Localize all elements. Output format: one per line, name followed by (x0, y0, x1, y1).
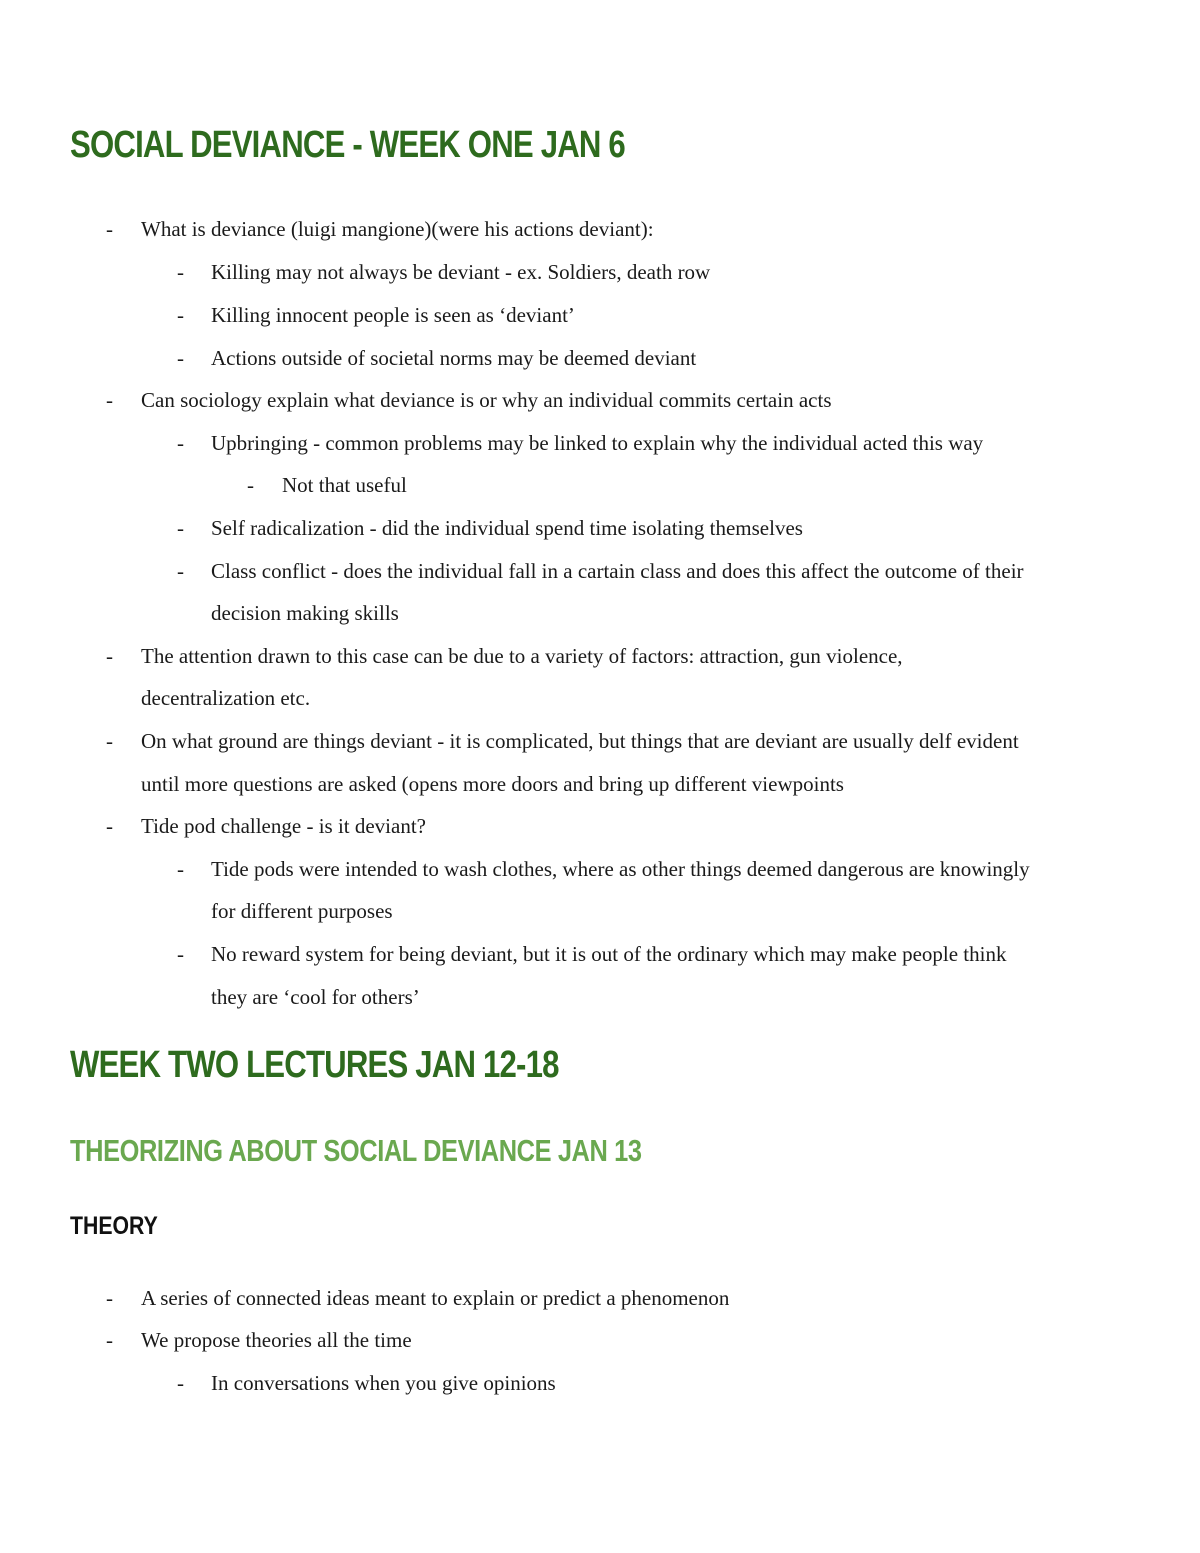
bullet-marker: - (177, 857, 184, 881)
list-item-text: Killing innocent people is seen as ‘deviant’ (211, 303, 575, 327)
bullet-marker: - (177, 942, 184, 966)
list-item-text: Not that useful (282, 473, 407, 497)
bullet-marker: - (106, 814, 113, 838)
list-item-text: We propose theories all the time (141, 1328, 412, 1352)
bullet-marker: - (177, 431, 184, 455)
theory-heading: THEORY (70, 1212, 158, 1240)
list-item-text: The attention drawn to this case can be due to a variety of factors: attraction, gun violence, (141, 644, 903, 668)
bullet-marker: - (106, 217, 113, 241)
week-two-heading: WEEK TWO LECTURES JAN 12-18 (70, 1044, 559, 1086)
bullet-marker: - (106, 1286, 113, 1310)
bullet-marker: - (177, 260, 184, 284)
week-one-heading: SOCIAL DEVIANCE - WEEK ONE JAN 6 (70, 124, 625, 166)
list-item-text: What is deviance (luigi mangione)(were his actions deviant): (141, 217, 654, 241)
bullet-marker: - (106, 1328, 113, 1352)
bullet-marker: - (177, 1371, 184, 1395)
list-item-text: Class conflict - does the individual fall in a cartain class and does this affect the outcome of their (211, 559, 1024, 583)
bullet-marker: - (247, 473, 254, 497)
bullet-marker: - (177, 346, 184, 370)
bullet-marker: - (177, 559, 184, 583)
list-item-text: On what ground are things deviant - it is complicated, but things that are deviant are usually delf evident (141, 729, 1019, 753)
list-item-text: Can sociology explain what deviance is or why an individual commits certain acts (141, 388, 832, 412)
bullet-marker: - (106, 644, 113, 668)
list-item-text: Actions outside of societal norms may be deemed deviant (211, 346, 697, 370)
list-item-text: for different purposes (211, 899, 393, 923)
list-item-text: Upbringing - common problems may be linked to explain why the individual acted this way (211, 431, 984, 455)
list-item-text: they are ‘cool for others’ (211, 985, 420, 1009)
list-item-text: In conversations when you give opinions (211, 1371, 556, 1395)
list-item-text: Self radicalization - did the individual spend time isolating themselves (211, 516, 803, 540)
list-item-text: A series of connected ideas meant to explain or predict a phenomenon (141, 1286, 730, 1310)
bullet-marker: - (106, 729, 113, 753)
list-item-text: Tide pod challenge - is it deviant? (141, 814, 426, 838)
bullet-marker: - (106, 388, 113, 412)
list-item-text: decentralization etc. (141, 686, 311, 710)
bullet-marker: - (177, 516, 184, 540)
bullet-marker: - (177, 303, 184, 327)
list-item-text: decision making skills (211, 601, 399, 625)
list-item-text: until more questions are asked (opens more doors and bring up different viewpoints (141, 772, 844, 796)
list-item-text: Killing may not always be deviant - ex. Soldiers, death row (211, 260, 711, 284)
list-item-text: No reward system for being deviant, but it is out of the ordinary which may make people think (211, 942, 1007, 966)
section-subheading: THEORIZING ABOUT SOCIAL DEVIANCE JAN 13 (70, 1133, 642, 1168)
list-item-text: Tide pods were intended to wash clothes, where as other things deemed dangerous are knowingly (211, 857, 1030, 881)
